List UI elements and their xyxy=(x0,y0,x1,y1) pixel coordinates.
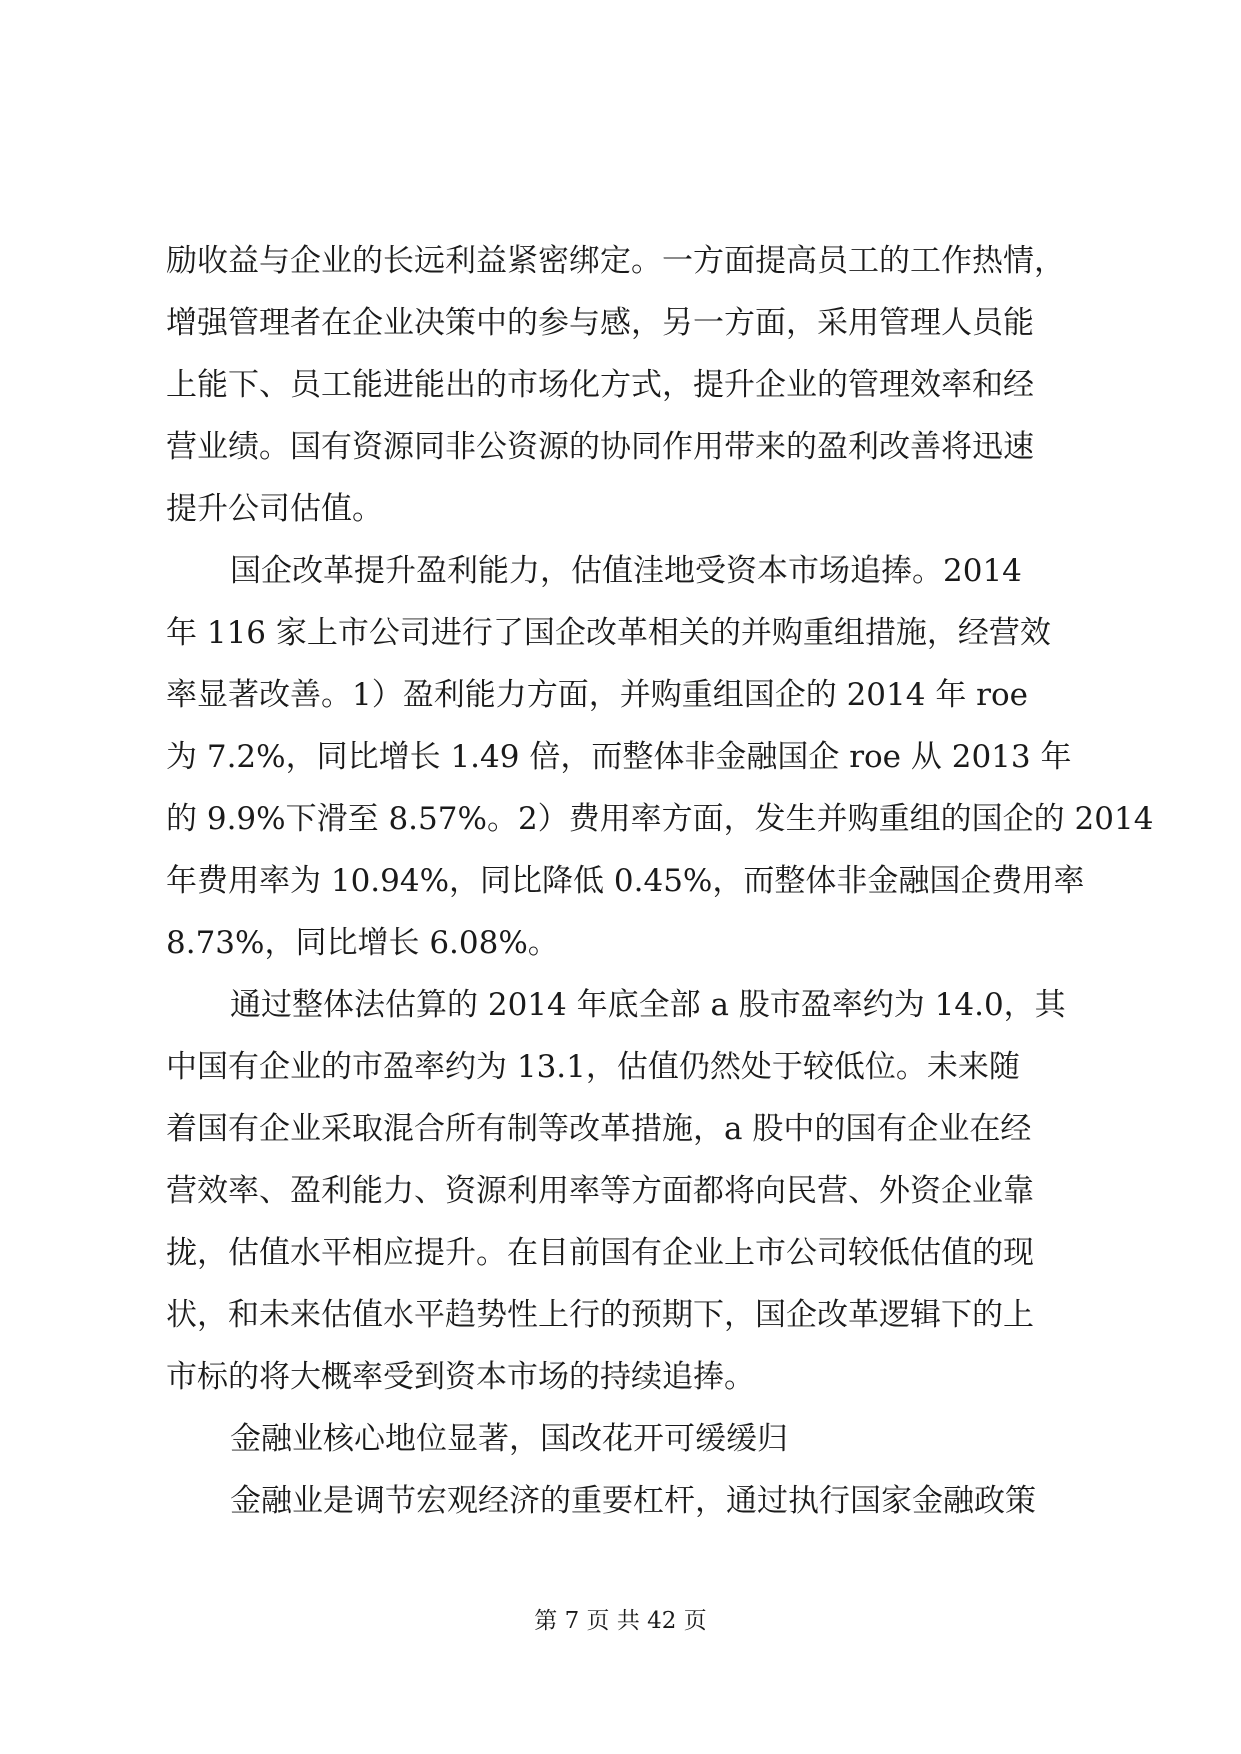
text-line: 率显著改善。1）盈利能力方面，并购重组国企的 2014 年 roe xyxy=(166,677,1029,713)
text-line: 中国有企业的市盈率约为 13.1，估值仍然处于较低位。未来随 xyxy=(166,1049,1020,1085)
document-body xyxy=(166,230,1154,1532)
text-line: 着国有企业采取混合所有制等改革措施，a 股中的国有企业在经 xyxy=(166,1111,1032,1147)
page-number-footer: 第 7 页 共 42 页 xyxy=(534,1608,707,1634)
text-line: 营效率、盈利能力、资源利用率等方面都将向民营、外资企业靠 xyxy=(166,1173,1034,1209)
paragraph-start-line: 通过整体法估算的 2014 年底全部 a 股市盈率约为 14.0，其 xyxy=(230,987,1066,1023)
paragraph-start-line: 国企改革提升盈利能力，估值洼地受资本市场追捧。2014 xyxy=(230,553,1022,589)
text-line: 营业绩。国有资源同非公资源的协同作用带来的盈利改善将迅速 xyxy=(166,429,1034,465)
text-line: 8.73%，同比增长 6.08%。 xyxy=(166,925,559,961)
text-line: 市标的将大概率受到资本市场的持续追捧。 xyxy=(166,1359,755,1395)
text-line: 年 116 家上市公司进行了国企改革相关的并购重组措施，经营效 xyxy=(166,615,1051,651)
text-line: 状，和未来估值水平趋势性上行的预期下，国企改革逻辑下的上 xyxy=(166,1297,1034,1333)
text-line: 年费用率为 10.94%，同比降低 0.45%，而整体非金融国企费用率 xyxy=(166,863,1085,899)
text-line: 提升公司估值。 xyxy=(166,491,383,527)
text-line: 增强管理者在企业决策中的参与感，另一方面，采用管理人员能 xyxy=(166,305,1034,341)
section-heading: 金融业核心地位显著，国改花开可缓缓归 xyxy=(230,1421,788,1457)
text-line: 励收益与企业的长远利益紧密绑定。一方面提高员工的工作热情， xyxy=(166,243,1065,279)
text-line: 为 7.2%，同比增长 1.49 倍，而整体非金融国企 roe 从 2013 年 xyxy=(166,739,1072,775)
paragraph-start-line: 金融业是调节宏观经济的重要杠杆，通过执行国家金融政策 xyxy=(230,1483,1036,1519)
text-line: 上能下、员工能进能出的市场化方式，提升企业的管理效率和经 xyxy=(166,367,1034,403)
text-line: 拢，估值水平相应提升。在目前国有企业上市公司较低估值的现 xyxy=(166,1235,1034,1271)
text-line: 的 9.9%下滑至 8.57%。2）费用率方面，发生并购重组的国企的 2014 xyxy=(166,801,1154,837)
